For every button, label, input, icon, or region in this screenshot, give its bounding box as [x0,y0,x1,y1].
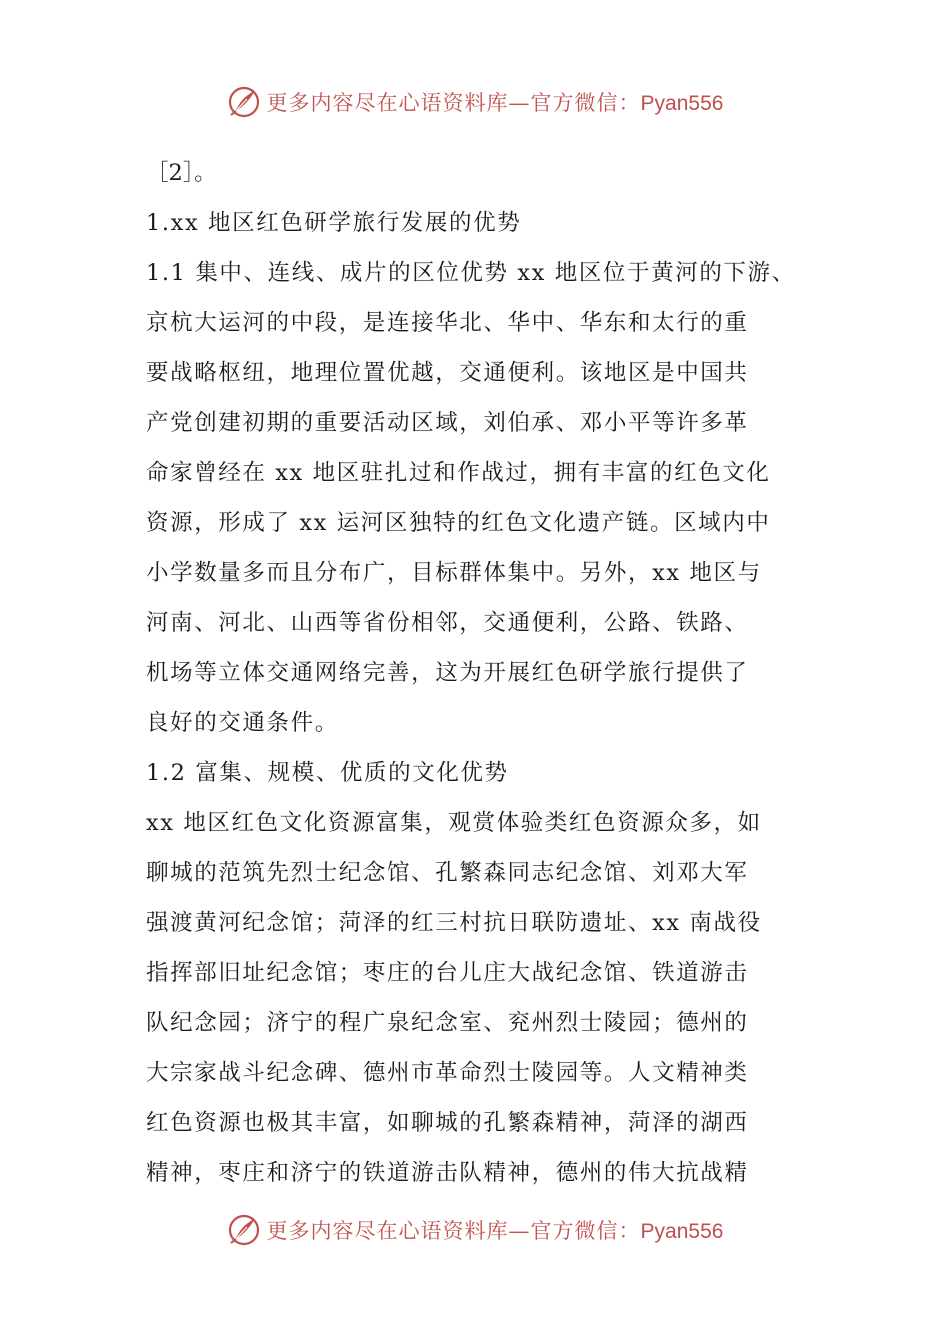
paragraph-line: 聊城的范筑先烈士纪念馆、孔繁森同志纪念馆、刘邓大军 [146,860,749,886]
feather-pen-logo-icon [227,1213,261,1247]
header-watermark [0,82,950,122]
footer-watermark [0,1210,950,1250]
subsection-heading: 1.2 富集、规模、优质的文化优势 [146,760,509,786]
watermark-text [267,87,724,117]
watermark-label: 更多内容尽在心语资料库—官方微信： [266,1219,641,1243]
paragraph-line: 资源，形成了 xx 运河区独特的红色文化遗产链。区域内中 [146,510,771,536]
paragraph-line: 队纪念园；济宁的程广泉纪念室、兖州烈士陵园；德州的 [146,1010,749,1036]
paragraph-line: 河南、河北、山西等省份相邻，交通便利，公路、铁路、 [146,610,749,636]
paragraph-line: 红色资源也极其丰富，如聊城的孔繁森精神，菏泽的湖西 [146,1110,749,1136]
watermark-handle: Pyan556 [640,1220,724,1243]
paragraph-line: 指挥部旧址纪念馆；枣庄的台儿庄大战纪念馆、铁道游击 [146,960,749,986]
watermark-text [267,1215,724,1245]
paragraph-line: 1.1 集中、连线、成片的区位优势 xx 地区位于黄河的下游、 [146,260,796,286]
document-body [146,148,806,1198]
feather-pen-logo-icon [227,85,261,119]
reference-line: ［2］。 [146,160,217,186]
paragraph-line: 要战略枢纽，地理位置优越，交通便利。该地区是中国共 [146,360,749,386]
paragraph-line: 精神，枣庄和济宁的铁道游击队精神，德州的伟大抗战精 [146,1160,749,1186]
paragraph-line: 小学数量多而且分布广，目标群体集中。另外，xx 地区与 [146,560,762,586]
watermark-handle: Pyan556 [640,92,724,115]
paragraph-line: xx 地区红色文化资源富集，观赏体验类红色资源众多，如 [146,810,762,836]
paragraph-line: 机场等立体交通网络完善，这为开展红色研学旅行提供了 [146,660,749,686]
paragraph-line: 京杭大运河的中段，是连接华北、华中、华东和太行的重 [146,310,749,336]
paragraph-line: 强渡黄河纪念馆；菏泽的红三村抗日联防遗址、xx 南战役 [146,910,762,936]
watermark-label: 更多内容尽在心语资料库—官方微信： [266,91,641,115]
paragraph-line: 良好的交通条件。 [146,710,339,736]
paragraph-line: 大宗家战斗纪念碑、德州市革命烈士陵园等。人文精神类 [146,1060,749,1086]
paragraph-line: 命家曾经在 xx 地区驻扎过和作战过，拥有丰富的红色文化 [146,460,771,486]
section-heading: 1.xx 地区红色研学旅行发展的优势 [146,210,522,236]
paragraph-line: 产党创建初期的重要活动区域，刘伯承、邓小平等许多革 [146,410,749,436]
